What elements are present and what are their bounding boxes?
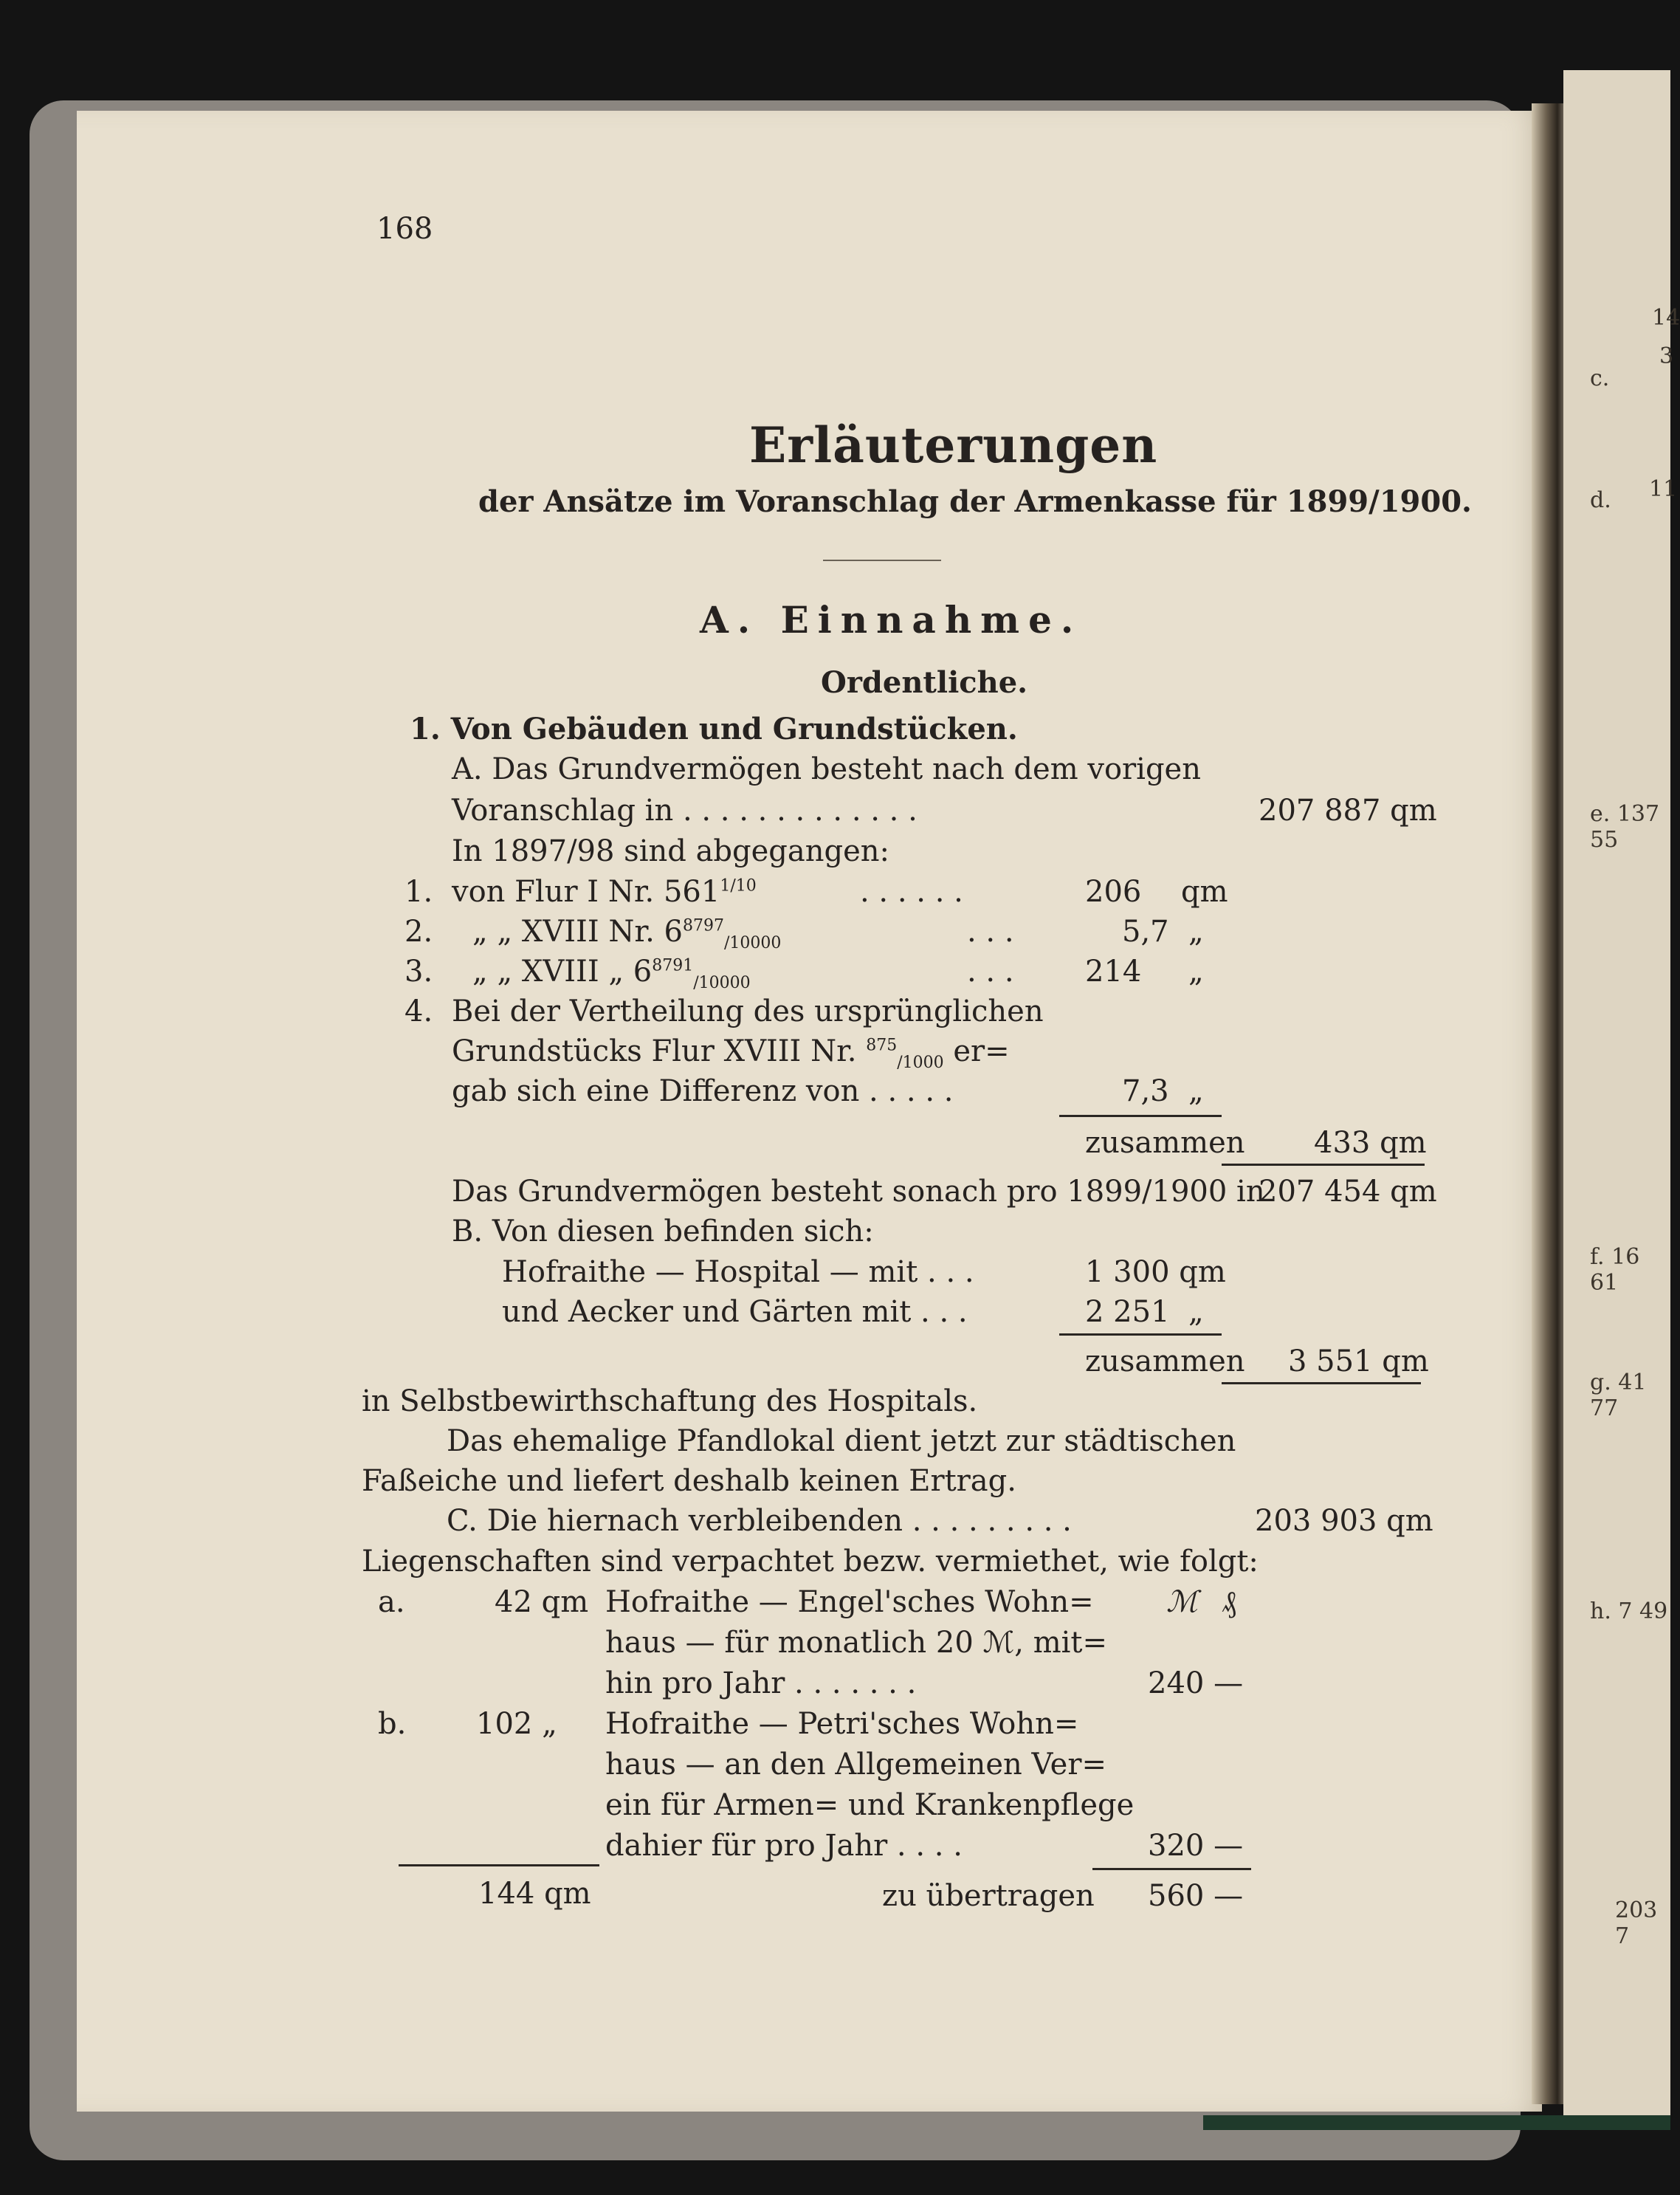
section-heading: A. Einnahme. bbox=[700, 598, 1083, 642]
list-item: von Flur I Nr. $561^{1/10}$ bbox=[452, 875, 757, 909]
dots: . . . . . . bbox=[860, 875, 963, 909]
text-line: dahier für pro Jahr . . . . bbox=[605, 1829, 963, 1863]
text-line: B. Von diesen befinden sich: bbox=[452, 1215, 874, 1248]
amount: 7,3 bbox=[1122, 1074, 1169, 1108]
text-line: Hofraithe — Engel'sches Wohn= bbox=[605, 1585, 1094, 1619]
text-line: Liegenschaften sind verpachtet bezw. vermiethet, wie folgt: bbox=[362, 1545, 1259, 1579]
list-number: 2. bbox=[404, 915, 433, 949]
facing-text: g. 41 77 bbox=[1590, 1370, 1647, 1421]
amount: 240 — bbox=[1148, 1666, 1244, 1700]
text-line: Voranschlag in . . . . . . . . . . . . . bbox=[452, 794, 918, 828]
facing-page bbox=[1563, 70, 1680, 2115]
amount: 320 — bbox=[1148, 1829, 1244, 1863]
facing-text: 11 bbox=[1649, 476, 1678, 502]
facing-text: h. 7 49 bbox=[1590, 1598, 1668, 1624]
unit: qm bbox=[1181, 875, 1228, 909]
amount: 203 903 qm bbox=[1255, 1504, 1433, 1538]
sum-rule bbox=[399, 1864, 599, 1866]
unit: „ bbox=[1188, 1074, 1204, 1108]
amount: 1 300 qm bbox=[1085, 1255, 1226, 1289]
text-line: haus — an den Allgemeinen Ver= bbox=[605, 1748, 1106, 1782]
facing-text: 14 bbox=[1652, 305, 1680, 331]
amount: 2 251 bbox=[1085, 1295, 1170, 1329]
sum-rule bbox=[1092, 1868, 1251, 1870]
currency-mark: ℳ bbox=[1166, 1585, 1198, 1619]
facing-text: f. 16 61 bbox=[1590, 1244, 1640, 1296]
list-number: 1. bbox=[404, 875, 433, 909]
amount: 5,7 bbox=[1122, 915, 1169, 949]
facing-text: d. bbox=[1590, 487, 1611, 513]
title-divider bbox=[823, 560, 941, 561]
sum-label: zusammen bbox=[1085, 1126, 1245, 1160]
heading-buildings: 1. Von Gebäuden und Grundstücken. bbox=[410, 712, 1018, 746]
facing-text: c. bbox=[1590, 365, 1610, 391]
entry-area: 102 „ bbox=[476, 1707, 557, 1741]
subtitle: der Ansätze im Voranschlag der Armenkasse für 1899/1900. bbox=[478, 484, 1472, 519]
amount: 207 887 qm bbox=[1259, 794, 1437, 828]
currency-pfennig: ₰ bbox=[1222, 1585, 1236, 1619]
facing-text: 3 bbox=[1659, 343, 1674, 369]
total-area: 144 qm bbox=[478, 1877, 591, 1911]
list-item: „ „ XVIII „ $6^{8791}_{/10000}$ bbox=[472, 955, 751, 992]
facing-text: e. 137 55 bbox=[1590, 801, 1660, 853]
text-line: C. Die hiernach verbleibenden . . . . . . . . . bbox=[447, 1504, 1072, 1538]
text-line: In 1897/98 sind abgegangen: bbox=[452, 834, 890, 868]
dots: . . . bbox=[967, 955, 1014, 989]
list-item: „ „ XVIII Nr. $6^{8797}_{/10000}$ bbox=[472, 915, 782, 952]
dots: . . . bbox=[967, 915, 1014, 949]
text-line: Das ehemalige Pfandlokal dient jetzt zur städtischen bbox=[447, 1424, 1236, 1458]
sum-rule bbox=[1222, 1164, 1425, 1166]
sum-label: zusammen bbox=[1085, 1344, 1245, 1378]
text-line: hin pro Jahr . . . . . . . bbox=[605, 1666, 917, 1700]
amount: 560 — bbox=[1148, 1879, 1244, 1913]
text-line: ein für Armen= und Krankenpflege bbox=[605, 1788, 1135, 1822]
entry-label: a. bbox=[378, 1585, 405, 1619]
amount: 214 bbox=[1085, 955, 1142, 989]
text-line: in Selbstbewirthschaftung des Hospitals. bbox=[362, 1384, 978, 1418]
page-number: 168 bbox=[376, 212, 433, 246]
carry-over-label: zu übertragen bbox=[882, 1879, 1095, 1913]
sum-rule bbox=[1222, 1382, 1421, 1384]
page-title: Erläuterungen bbox=[749, 416, 1158, 474]
facing-text: 203 7 bbox=[1615, 1897, 1658, 1949]
unit: „ bbox=[1188, 955, 1204, 989]
binding-edge bbox=[1203, 2115, 1670, 2130]
sum-rule bbox=[1059, 1115, 1222, 1117]
text-line: Hofraithe — Petri'sches Wohn= bbox=[605, 1707, 1079, 1741]
list-number: 4. bbox=[404, 995, 433, 1028]
text-line: Grundstücks Flur XVIII Nr. $^{875}_{/1000}$ er= bbox=[452, 1034, 1010, 1072]
text-line: Bei der Vertheilung des ursprünglichen bbox=[452, 995, 1044, 1028]
text-line: Hofraithe — Hospital — mit . . . bbox=[502, 1255, 974, 1289]
amount: 3 551 qm bbox=[1288, 1344, 1429, 1378]
text-line: Faßeiche und liefert deshalb keinen Ertrag. bbox=[362, 1464, 1016, 1498]
list-number: 3. bbox=[404, 955, 433, 989]
text-line: haus — für monatlich 20 ℳ, mit= bbox=[605, 1626, 1108, 1660]
unit: „ bbox=[1188, 915, 1204, 949]
text-line: Das Grundvermögen besteht sonach pro 1899/1900 in bbox=[452, 1175, 1265, 1209]
entry-area: 42 qm bbox=[495, 1585, 589, 1619]
sum-rule bbox=[1059, 1333, 1222, 1336]
amount: 206 bbox=[1085, 875, 1142, 909]
entry-label: b. bbox=[378, 1707, 407, 1741]
text-line: A. Das Grundvermögen besteht nach dem vorigen bbox=[452, 752, 1201, 786]
subsection-heading: Ordentliche. bbox=[821, 665, 1028, 700]
amount: 207 454 qm bbox=[1259, 1175, 1437, 1209]
text-line: gab sich eine Differenz von . . . . . bbox=[452, 1074, 954, 1108]
unit: „ bbox=[1188, 1295, 1204, 1329]
amount: 433 qm bbox=[1314, 1126, 1427, 1160]
text-line: und Aecker und Gärten mit . . . bbox=[502, 1295, 968, 1329]
